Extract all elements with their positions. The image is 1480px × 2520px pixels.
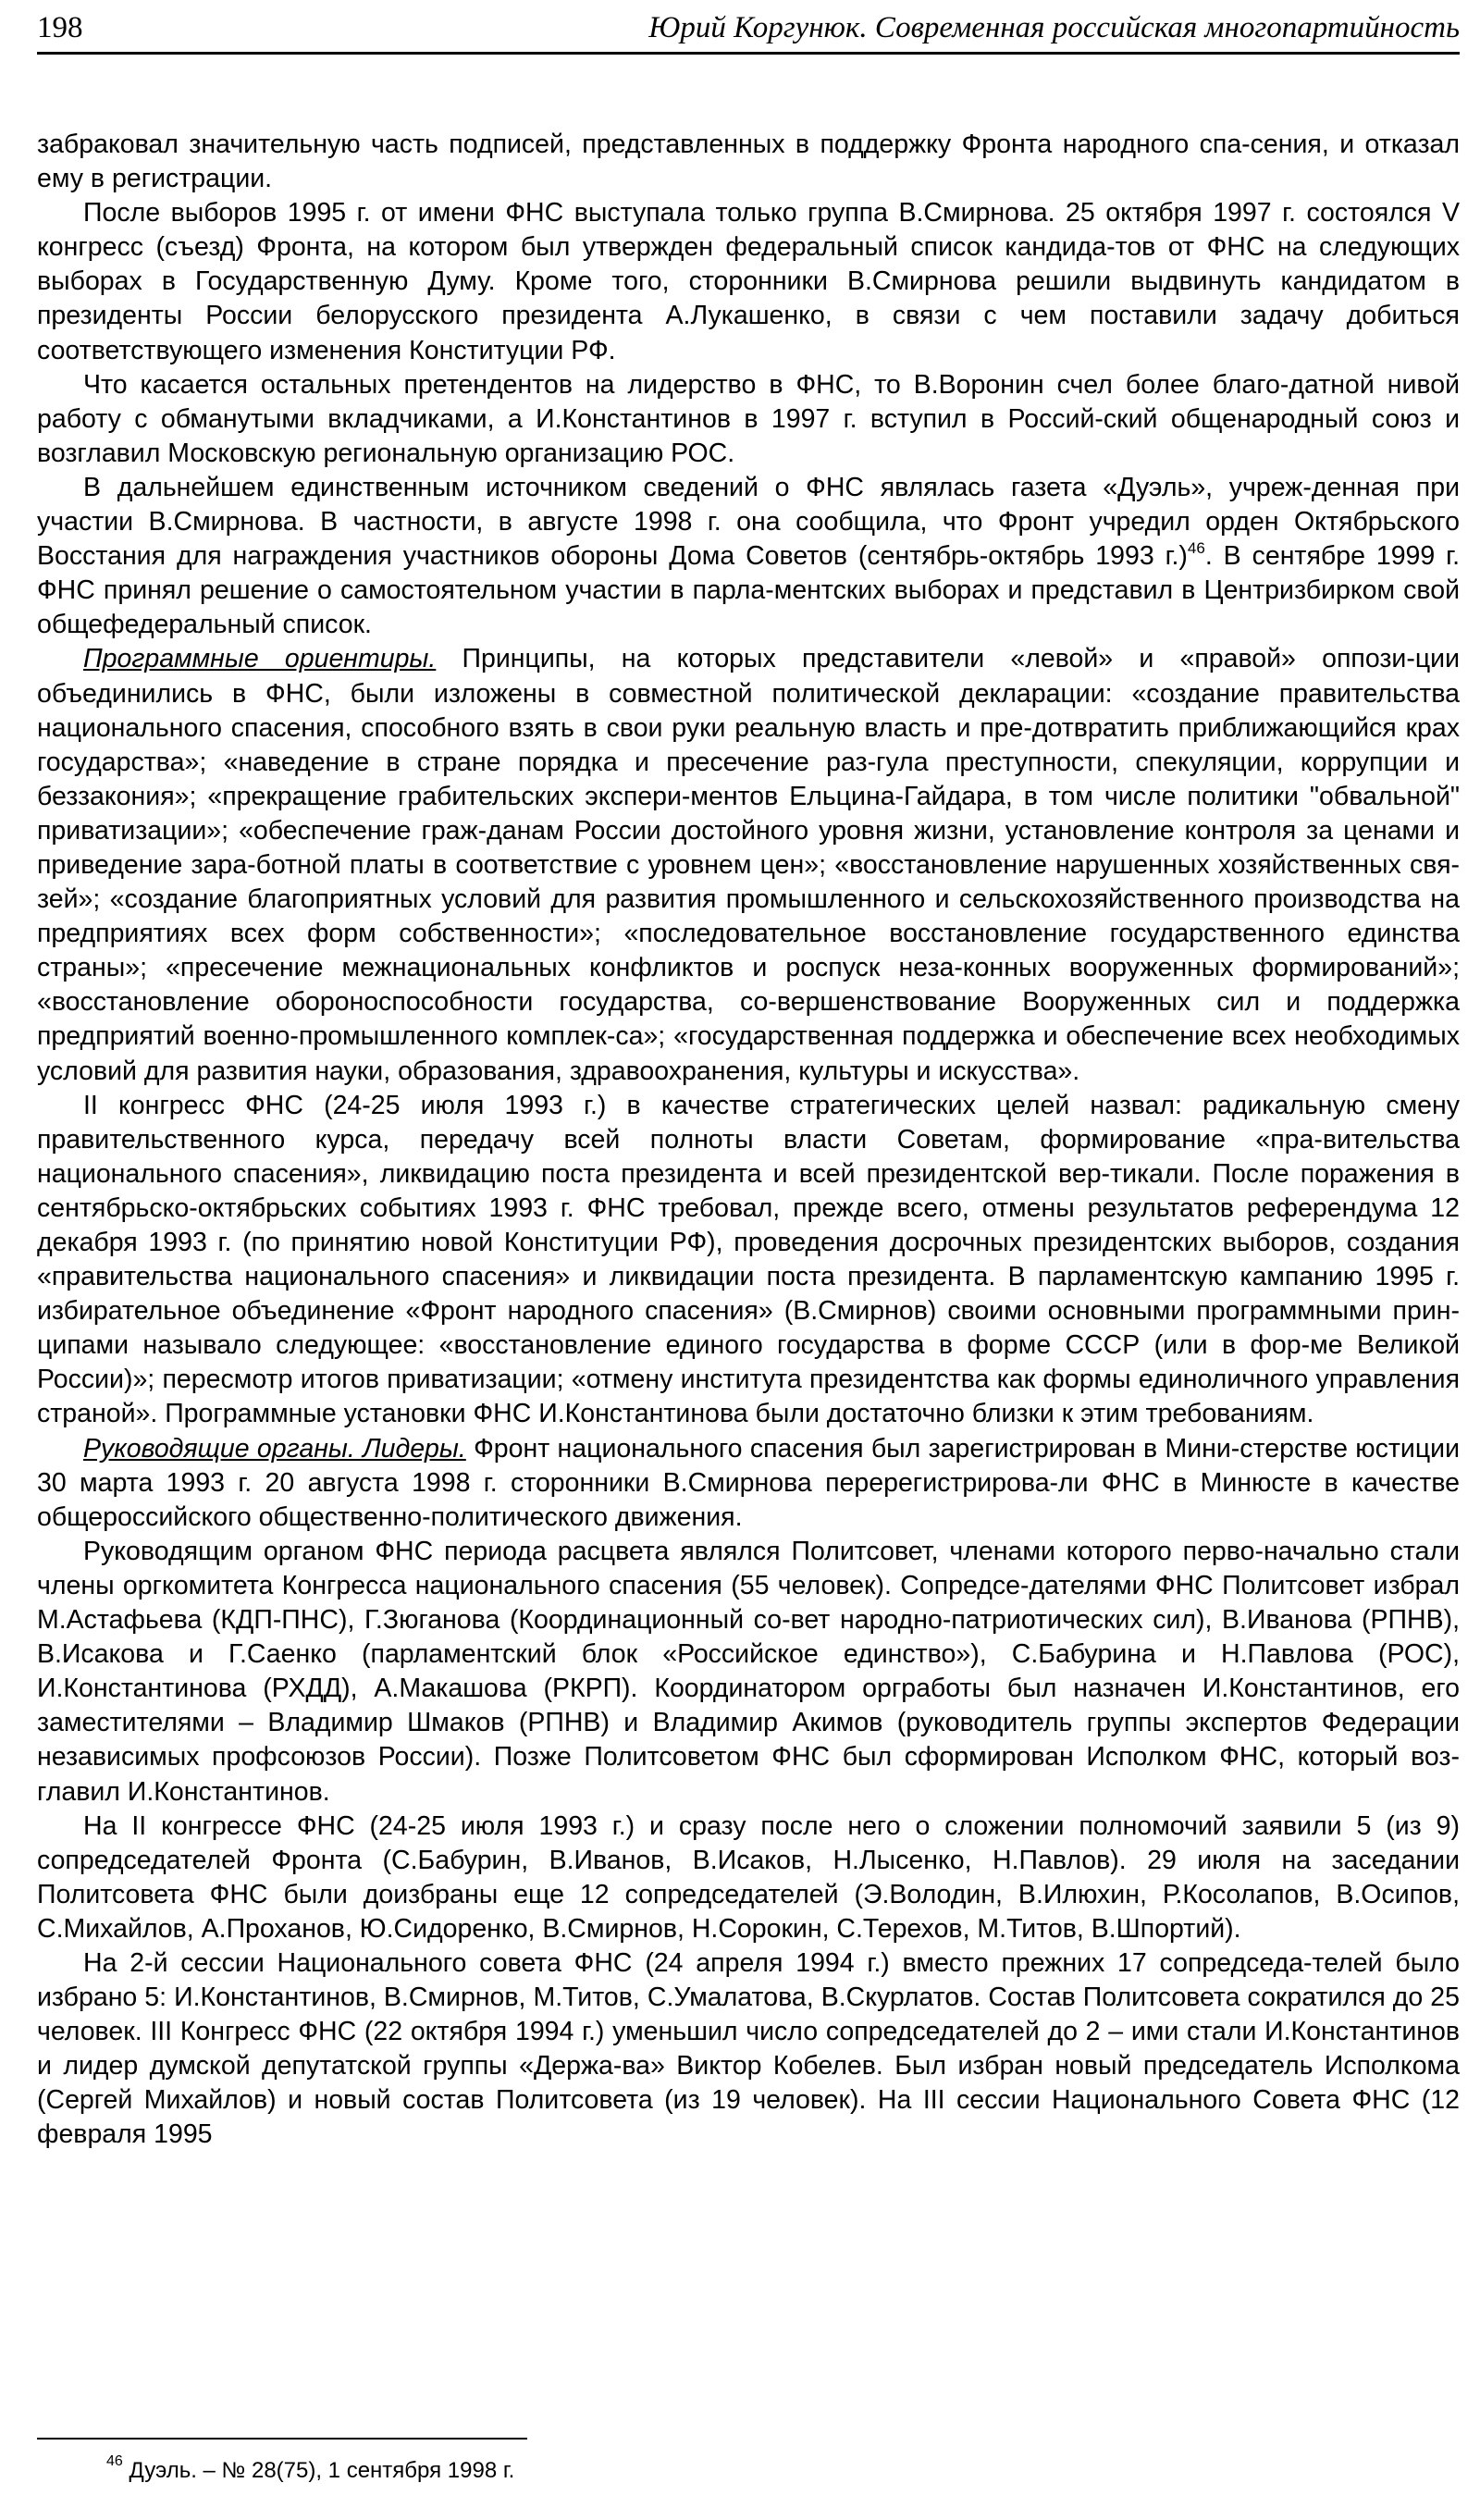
footnote-number: 46 [106,2453,123,2469]
footnote-text: Дуэль. – № 28(75), 1 сентября 1998 г. [129,2458,515,2483]
page-header [37,9,1460,55]
paragraph: II конгресс ФНС (24-25 июля 1993 г.) в качестве стратегических целей назвал: радикальную смену правительственного курса, передачу всей полноты власти Советам, формирование «пра-вительства национального спасения», ликвидацию поста президента и всей президентской вер-тикали. После поражения в сентябрьско-октябрьских событиях 1993 г. ФНС требовал, прежде всего, отмены результатов референдума 12 декабря 1993 г. (по принятию новой Конституции РФ), проведения досрочных президентских выборов, создания «правительства национального спасения» и ликвидации поста президента. В парламентскую кампанию 1995 г. избирательное объединение «Фронт народного спасения» (В.Смирнов) своими основными программными прин-ципами называло следующее: «восстановление единого государства в форме СССР (или в фор-ме Великой России)»; пересмотр итогов приватизации; «отмену института президентства как формы единоличного управления страной». Программные установки ФНС И.Константинова были достаточно близки к этим требованиям. [37,1090,1460,1429]
running-title: Юрий Коргунюк. Современная российская многопартийность [648,11,1460,44]
paragraph: Программные ориентиры. Принципы, на которых представители «левой» и «правой» оппози-ции объединились в ФНС, были изложены в совместной политической декларации: «создание правительства национального спасения, способного взять в свои руки реальную власть и пре-дотвратить приближающийся крах государства»; «наведение в стране порядка и пресечение раз-гула преступности, спекуляции, коррупции и беззакония»; «прекращение грабительских экспери-ментов Ельцина-Гайдара, в том числе политики "обвальной" приватизации»; «обеспечение граж-данам России достойного уровня жизни, установление контроля за ценами и приведение зара-ботной платы в соответствие с уровнем цен»; «восстановление нарушенных хозяйственных свя-зей»; «создание благоприятных условий для развития промышленного и сельскохозяйственного производства на предприятиях всех форм собственности»; «последовательное восстановление государственного единства страны»; «пресечение межнациональных конфликтов и роспуск неза-конных вооруженных формирований»; «восстановление обороноспособности государства, со-вершенствование Вооруженных сил и поддержка предприятий военно-промышленного комплек-са»; «государственная поддержка и обеспечение всех необходимых условий для развития науки, образования, здравоохранения, культуры и искусства». [37,644,1460,1086]
footnote-divider [37,2438,527,2440]
footnote-reference[interactable]: 46 [1187,538,1205,557]
section-heading: Руководящие органы. Лидеры. [83,1433,466,1464]
paragraph: Руководящим органом ФНС периода расцвета являлся Политсовет, членами которого перво-начально стали члены оргкомитета Конгресса национального спасения (55 человек). Сопредсе-дателями ФНС Политсовет избрал М.Астафьева (КДП-ПНС), Г.Зюганова (Координационный со-вет народно-патриотических сил), В.Иванова (РПНВ), В.Исакова и Г.Саенко (парламентский блок «Российское единство»), С.Бабурина и Н.Павлова (РОС), И.Константинова (РХДД), А.Макашова (РКРП). Координатором оргработы был назначен И.Константинов, его заместителями – Владимир Шмаков (РПНВ) и Владимир Акимов (руководитель группы экспертов Федерации независимых профсоюзов России). Позже Политсоветом ФНС был сформирован Исполком ФНС, который воз-главил И.Константинов. [37,1536,1460,1807]
paragraph: Руководящие органы. Лидеры. Фронт национального спасения был зарегистрирован в Мини-стерстве юстиции 30 марта 1993 г. 20 августа 1998 г. сторонники В.Смирнова перерегистрирова-ли ФНС в Минюсте в качестве общероссийского общественно-политического движения. [37,1433,1460,1532]
paragraph: В дальнейшем единственным источником сведений о ФНС являлась газета «Дуэль», учреж-денная при участии В.Смирнова. В частности, в августе 1998 г. она сообщила, что Фронт учредил орден Октябрьского Восстания для награждения участников обороны Дома Советов (сентябрь-октябрь 1993 г.)$^{46}$. В сентябре 1999 г. ФНС принял решение о самостоятельном участии в парла-ментских выборах и представил в Центризбирком свой общефедеральный список. [37,472,1461,640]
paragraph: На 2-й сессии Национального совета ФНС (24 апреля 1994 г.) вместо прежних 17 сопредседа-телей было избрано 5: И.Константинов, В.Смирнов, М.Титов, С.Умалатова, В.Скурлатов. Состав Политсовета сократился до 25 человек. III Конгресс ФНС (22 октября 1994 г.) уменьшил число сопредседателей до 2 – ими стали И.Константинов и лидер думской депутатской группы «Держа-ва» Виктор Кобелев. Был избран новый председатель Исполкома (Сергей Михайлов) и новый состав Политсовета (из 19 человек). На III сессии Национального Совета ФНС (12 февраля 1995 [37,1947,1460,2150]
paragraph: Что касается остальных претендентов на лидерство в ФНС, то В.Воронин счел более благо-датной нивой работу с обманутыми вкладчиками, а И.Константинов в 1997 г. вступил в Россий-ский общенародный союз и возглавил Московскую региональную организацию РОС. [37,369,1460,468]
body-text [37,128,1460,2153]
footnote [106,2453,515,2485]
section-heading: Программные ориентиры. [83,644,437,674]
paragraph: На II конгрессе ФНС (24-25 июля 1993 г.) и сразу после него о сложении полномочий заявили 5 (из 9) сопредседателей Фронта (С.Бабурин, В.Иванов, В.Исаков, Н.Лысенко, Н.Павлов). 29 июля на заседании Политсовета ФНС были доизбраны еще 12 сопредседателей (Э.Володин, В.Илюхин, Р.Косолапов, В.Осипов, С.Михайлов, А.Проханов, Ю.Сидоренко, В.Смирнов, Н.Сорокин, С.Терехов, М.Титов, В.Шпортий). [37,1810,1460,1944]
page-number: 198 [37,11,83,44]
paragraph: После выборов 1995 г. от имени ФНС выступала только группа В.Смирнова. 25 октября 1997 г. состоялся V конгресс (съезд) Фронта, на котором был утвержден федеральный список кандида-тов от ФНС на следующих выборах в Государственную Думу. Кроме того, сторонники В.Смирнова решили выдвинуть кандидатом в президенты России белорусского президента А.Лукашенко, в связи с чем поставили задачу добиться соответствующего изменения Конституции РФ. [37,198,1460,365]
paragraph: забраковал значительную часть подписей, представленных в поддержку Фронта народного спа-сения, и отказал ему в регистрации. [37,130,1460,194]
